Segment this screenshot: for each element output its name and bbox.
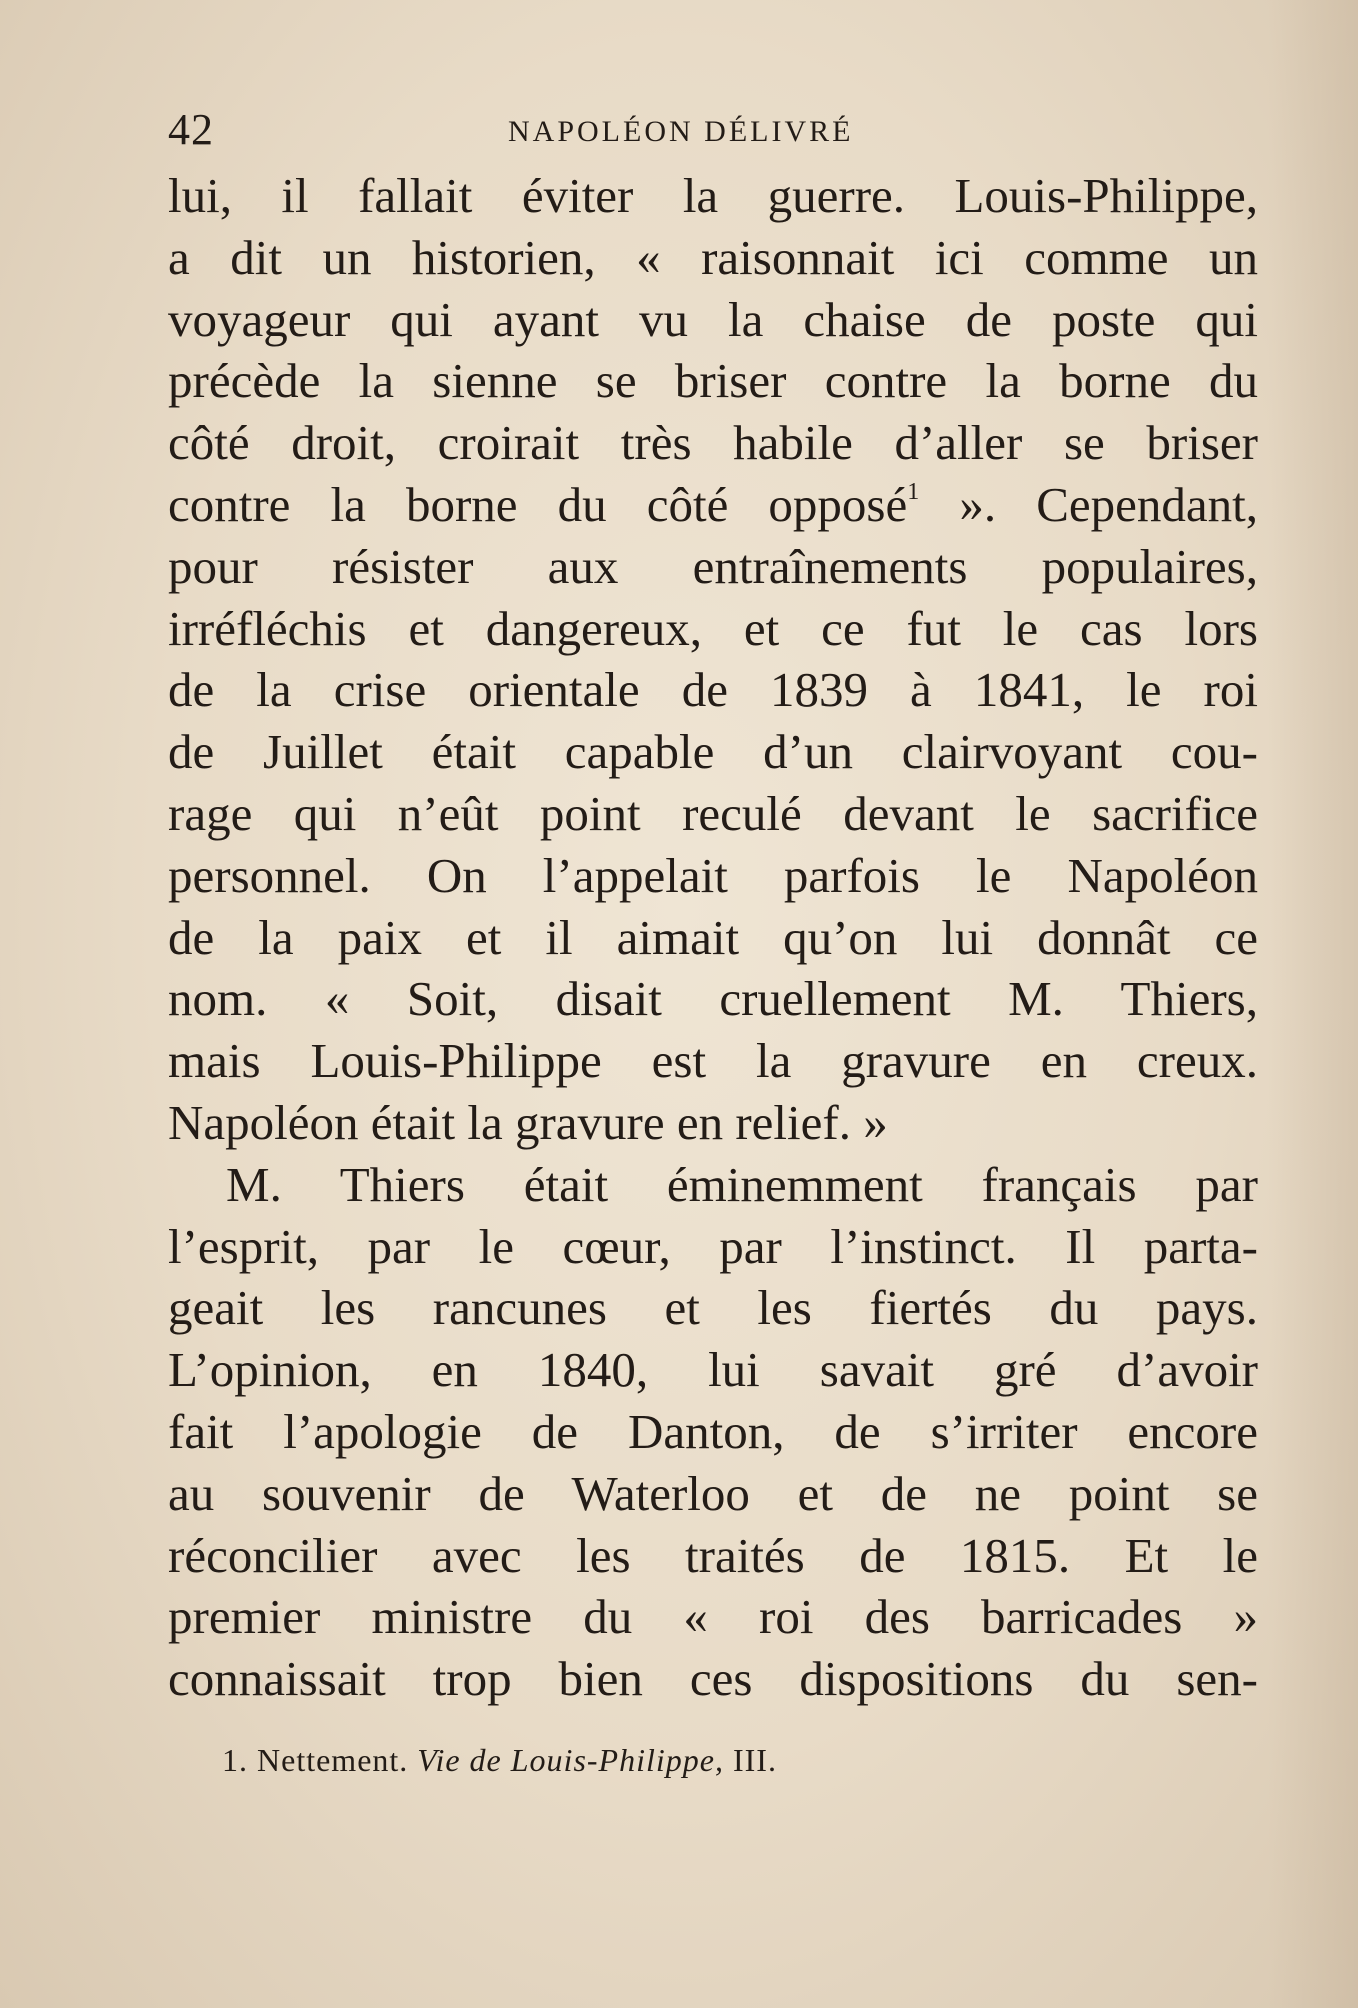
text-line: irréfléchis et dangereux, et ce fut le cas lors [168, 600, 1258, 656]
text-line: personnel. On l’appelait parfois le Napoléon [168, 847, 1258, 903]
text-line: de Juillet était capable d’un clairvoyant cou- [168, 724, 1258, 780]
text-line: geait les rancunes et les fiertés du pays. [168, 1280, 1258, 1336]
text-line: lui, il fallait éviter la guerre. Louis-Philippe, [168, 168, 1258, 223]
footnote-title: Vie de Louis-Philippe, [417, 1742, 724, 1778]
text-line: au souvenir de Waterloo et de ne point se [168, 1465, 1258, 1521]
text-line: côté droit, croirait très habile d’aller se briser [168, 415, 1258, 471]
page-number: 42 [168, 105, 214, 154]
footnote-volume: III. [732, 1742, 777, 1778]
text-line: précède la sienne se briser contre la borne du [168, 353, 1258, 409]
text-line: nom. « Soit, disait cruellement M. Thiers, [168, 971, 1258, 1027]
footnote-reference: 1 [907, 478, 920, 505]
text-line-with-footnote-ref [168, 474, 1258, 536]
text-line: Napoléon était la gravure en relief. » [168, 1094, 888, 1150]
text-line: L’opinion, en 1840, lui savait gré d’avoir [168, 1342, 1258, 1398]
text-line-segment: contre la borne du côté opposé [168, 476, 908, 532]
text-line: de la paix et il aimait qu’on lui donnât ce [168, 909, 1258, 965]
footnote [222, 1735, 777, 1785]
text-line: de la crise orientale de 1839 à 1841, le roi [168, 662, 1258, 718]
text-line: voyageur qui ayant vu la chaise de poste qui [168, 291, 1258, 347]
text-line: connaissait trop bien ces dispositions du sen- [168, 1651, 1258, 1707]
text-line: l’esprit, par le cœur, par l’instinct. Il parta- [168, 1218, 1258, 1274]
paragraph-first-line: M. Thiers était éminemment français par [226, 1156, 1258, 1212]
text-line: fait l’apologie de Danton, de s’irriter encore [168, 1403, 1258, 1459]
footnote-number: 1. [222, 1742, 248, 1778]
page-header [168, 100, 1258, 160]
text-line: réconcilier avec les traités de 1815. Et le [168, 1527, 1258, 1583]
text-line: mais Louis-Philippe est la gravure en creux. [168, 1033, 1258, 1089]
text-line: pour résister aux entraînements populaires, [168, 538, 1258, 594]
text-line: a dit un historien, « raisonnait ici comme un [168, 229, 1258, 285]
body-text [168, 165, 1258, 1710]
text-line: premier ministre du « roi des barricades » [168, 1589, 1258, 1645]
running-head: NAPOLÉON DÉLIVRÉ [508, 115, 854, 148]
text-line-segment: ». Cependant, [919, 476, 1258, 532]
text-line: rage qui n’eût point reculé devant le sacrifice [168, 785, 1258, 841]
footnote-author: Nettement. [257, 1742, 409, 1778]
